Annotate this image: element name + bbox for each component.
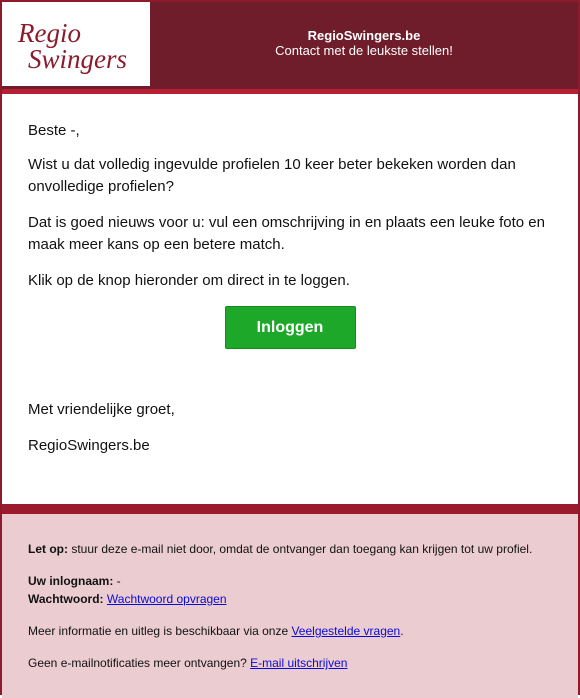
paragraph-tips: Dat is goed nieuws voor u: vul een omschrijving in en plaats een leuke foto en maak meer kans op een betere match. xyxy=(28,214,545,253)
site-logo[interactable] xyxy=(2,2,150,86)
logo-text-swingers: Swingers xyxy=(28,44,128,74)
notice-text: stuur deze e-mail niet door, omdat de ontvanger dan toegang kan krijgen tot uw profiel. xyxy=(68,542,533,556)
faq-link[interactable]: Veelgestelde vragen xyxy=(291,624,401,638)
unsubscribe-text: Geen e-mailnotificaties meer ontvangen? xyxy=(28,656,251,670)
password-reset-link[interactable]: Wachtwoord opvragen xyxy=(106,592,227,606)
paragraph-instruction: Klik op de knop hieronder om direct in te loggen. xyxy=(28,272,350,289)
site-tagline: Contact met de leukste stellen! xyxy=(275,43,453,58)
site-name: RegioSwingers.be xyxy=(307,28,421,43)
info-end: . xyxy=(400,624,404,638)
greeting: Beste -, xyxy=(28,122,80,139)
button-container xyxy=(28,306,552,349)
unsubscribe-link[interactable]: E-mail uitschrijven xyxy=(250,656,348,670)
notice-label: Let op: xyxy=(28,542,68,556)
paragraph-profiles: Wist u dat volledig ingevulde profielen 10 keer beter bekeken worden dan onvolledige profielen? xyxy=(28,156,516,195)
footer-divider xyxy=(2,504,578,514)
password-label: Wachtwoord: xyxy=(28,592,104,606)
username-label: Uw inlognaam: xyxy=(28,574,114,588)
username-value: - xyxy=(113,574,121,588)
credentials xyxy=(28,572,552,608)
login-button[interactable]: Inloggen xyxy=(225,306,356,349)
closing-greeting: Met vriendelijke groet, xyxy=(28,401,175,418)
logo-text-regio: Regio xyxy=(18,18,81,48)
unsubscribe-info xyxy=(28,654,552,672)
info-text: Meer informatie en uitleg is beschikbaar via onze xyxy=(28,624,292,638)
email-footer xyxy=(2,514,578,698)
email-header xyxy=(2,2,578,89)
closing-signature: RegioSwingers.be xyxy=(28,437,150,454)
email-content xyxy=(2,94,578,504)
forward-notice xyxy=(28,540,552,558)
faq-info xyxy=(28,622,552,640)
header-text xyxy=(150,28,578,58)
logo-image xyxy=(10,12,142,76)
